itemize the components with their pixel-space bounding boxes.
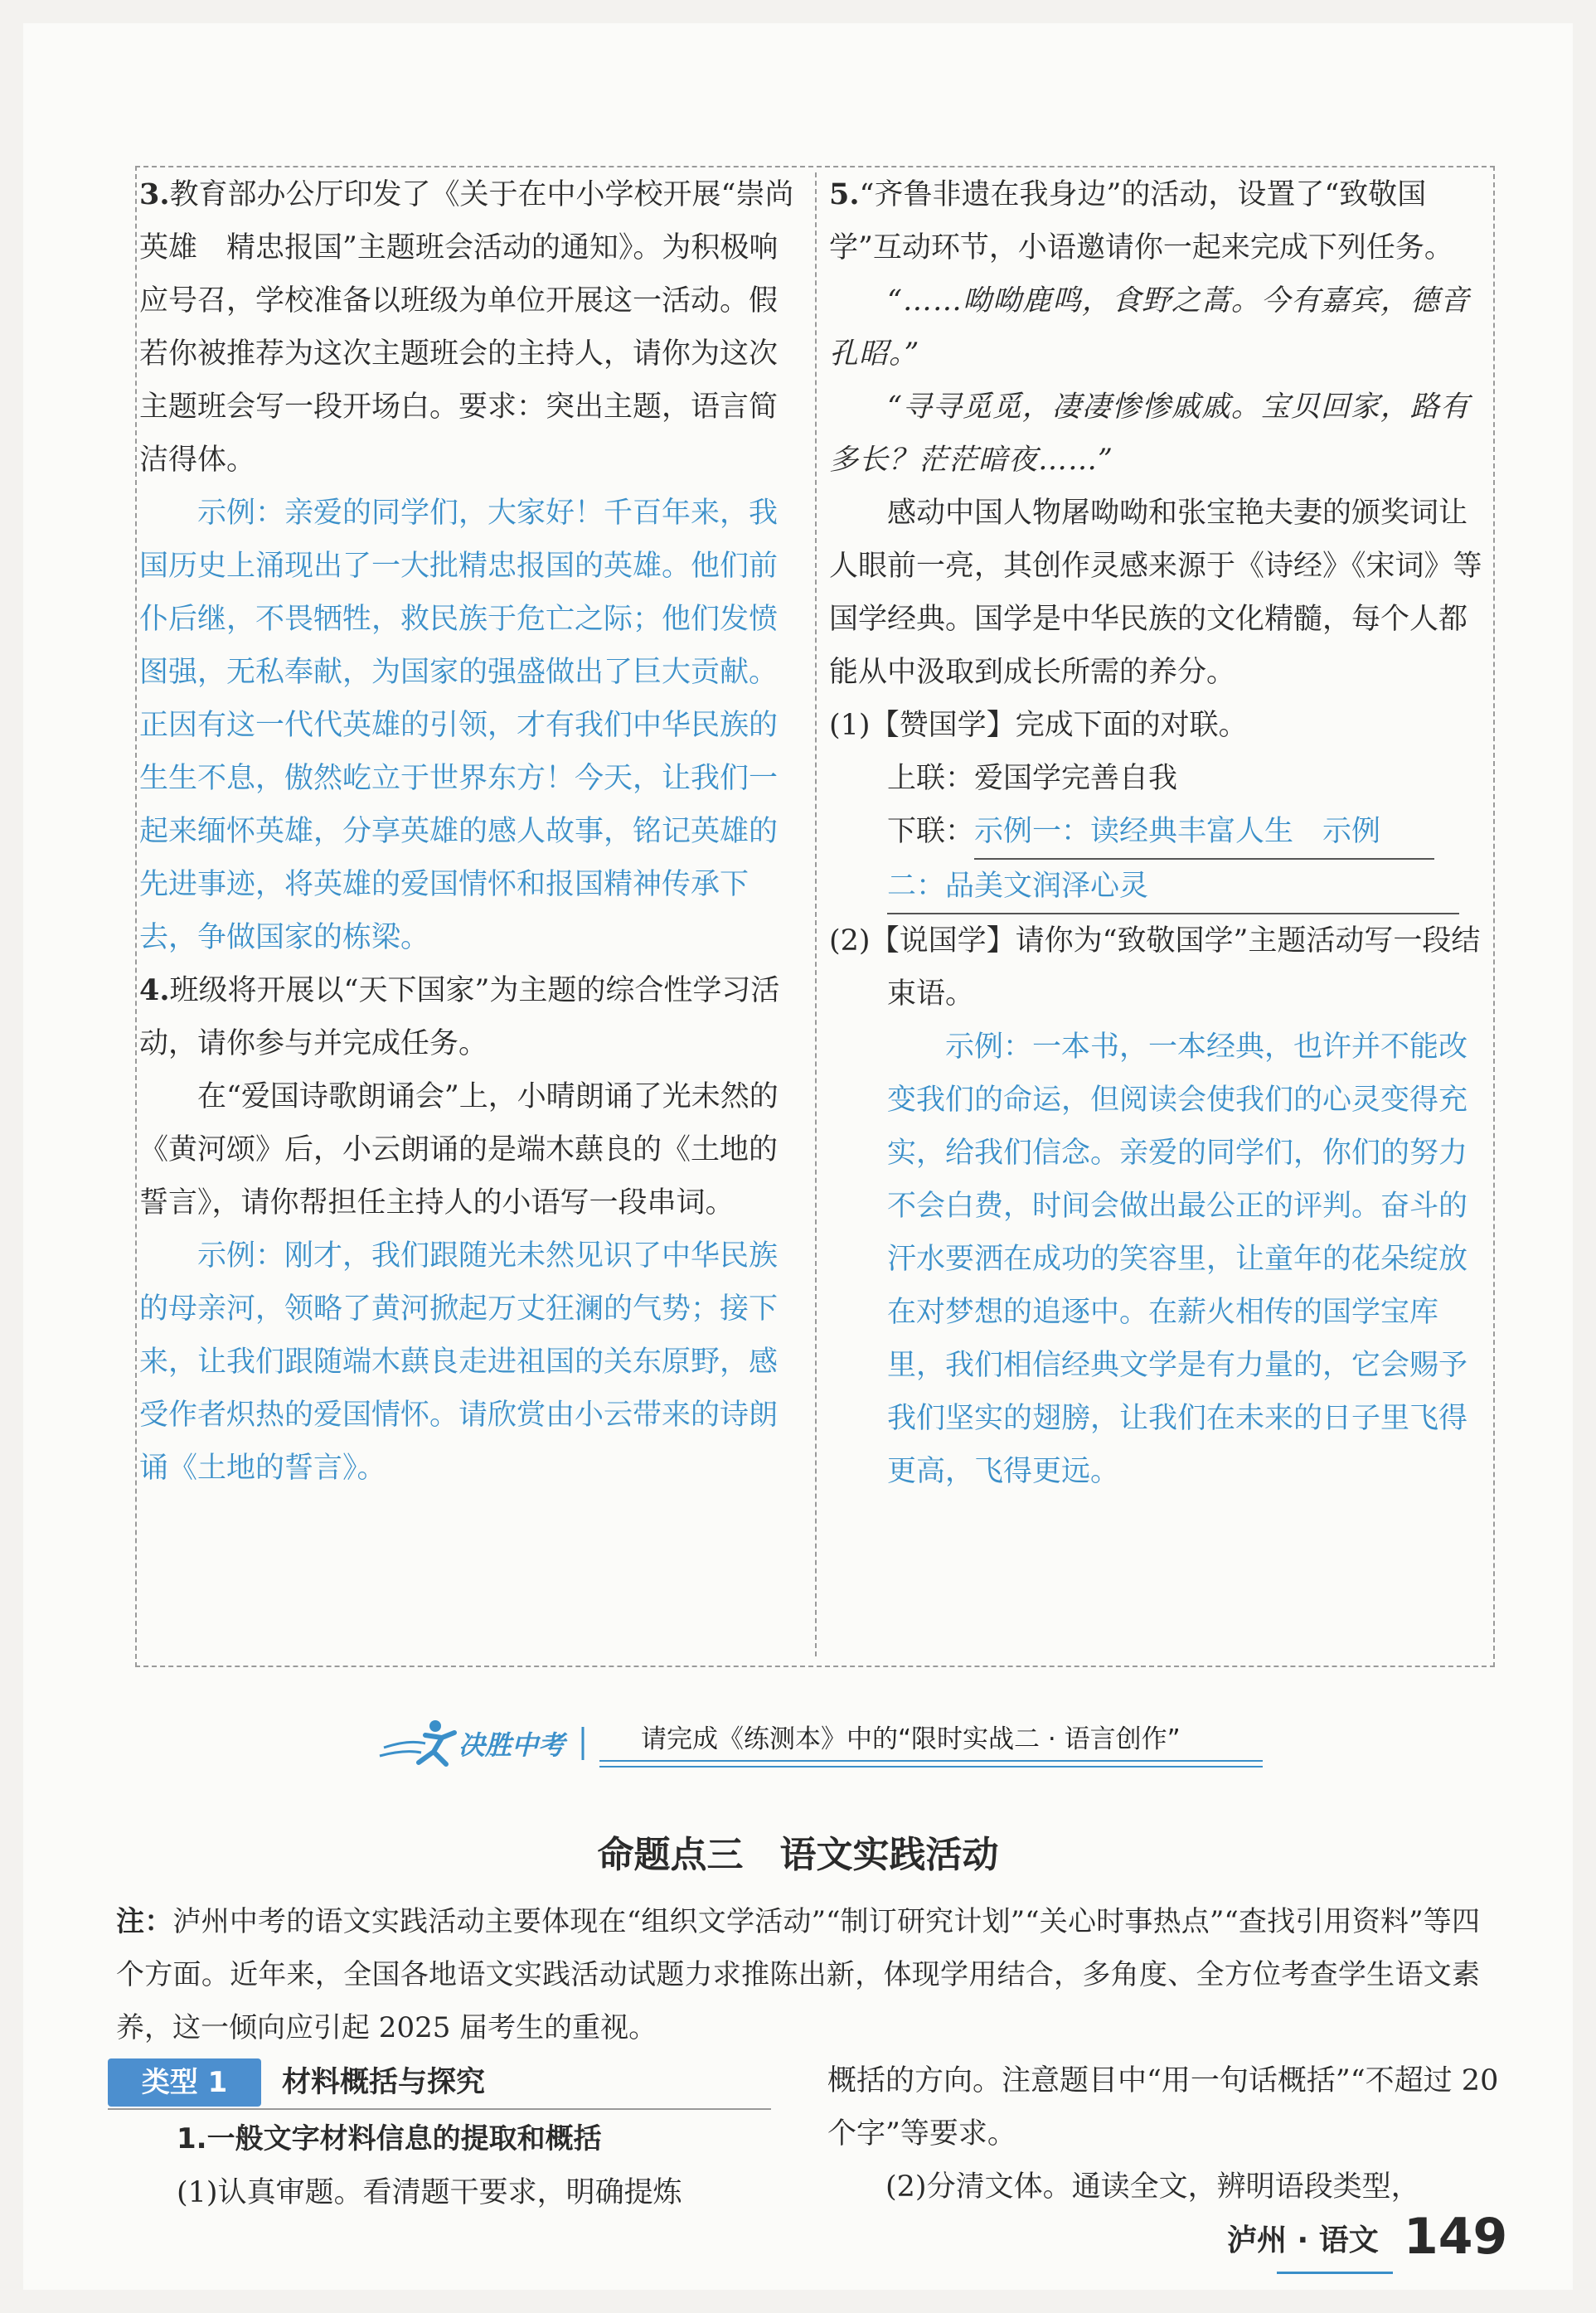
banner-rule bbox=[599, 1766, 1263, 1767]
question-4 bbox=[139, 964, 794, 1070]
right-column bbox=[829, 168, 1484, 1498]
question-3-text: 教育部办公厅印发了《关于在中小学校开展“崇尚英雄 精忠报国”主题班会活动的通知》。为积极响应号召，学校准备以班级为单位开展这一活动。假若你被推荐为这次主题班会的主持人，请你为这次主题班会写一段开场白。要求：突出主题，语言简洁得体。 bbox=[139, 178, 794, 477]
question-3 bbox=[139, 168, 794, 487]
page bbox=[23, 23, 1573, 2290]
right-body-text-1: 概括的方向。注意题目中“用一句话概括”“不超过 20 个字”等要求。 bbox=[827, 2064, 1499, 2151]
couplet-upper: 上联：爱国学完善自我 bbox=[887, 762, 1178, 795]
type-underline bbox=[108, 2108, 771, 2110]
question-3-number: 3. bbox=[139, 177, 170, 211]
question-4-number: 4. bbox=[139, 973, 170, 1007]
banner-logo-text: 决胜中考 bbox=[458, 1729, 565, 1761]
sub-question-1: (1)【赞国学】完成下面的对联。 bbox=[829, 709, 1248, 742]
question-4-paragraph: 在“爱国诗歌朗诵会”上，小晴朗诵了光未然的《黄河颂》后，小云朗诵的是端木蕻良的《土地的誓言》，请你帮担任主持人的小语写一段串词。 bbox=[139, 1080, 779, 1220]
poem-quote-2: “寻寻觅觅，凄凄惨惨戚戚。宝贝回家，路有多长？茫茫暗夜……” bbox=[829, 390, 1470, 477]
question-5-number: 5. bbox=[829, 177, 860, 211]
couplet-lower bbox=[829, 805, 1484, 860]
couplet-lower-line-2 bbox=[829, 860, 1484, 914]
footer-region: 泸州 · 语文 bbox=[1227, 2223, 1379, 2257]
page-number: 149 bbox=[1404, 2208, 1508, 2266]
question-3-answer: 示例：亲爱的同学们，大家好！千百年来，我国历史上涌现出了一大批精忠报国的英雄。他们前仆后继，不畏牺牲，救民族于危亡之际；他们发愤图强，无私奉献，为国家的强盛做出了巨大贡献。正因有这一代代英雄的引领，才有我们中华民族的生生不息，傲然屹立于世界东方！今天，让我们一起来缅怀英雄，分享英雄的感人故事，铭记英雄的先进事迹，将英雄的爱国情怀和报国精神传承下去，争做国家的栋梁。 bbox=[139, 497, 779, 954]
type-label: 类型 1 bbox=[108, 2058, 261, 2107]
question-5-answer bbox=[829, 1021, 1484, 1498]
question-5-paragraph: 感动中国人物屠呦呦和张宝艳夫妻的颁奖词让人眼前一亮，其创作灵感来源于《诗经》《宋词》等国学经典。国学是中华民族的文化精髓，每个人都能从中汲取到成长所需的养分。 bbox=[829, 497, 1482, 689]
banner-rule bbox=[599, 1760, 1263, 1762]
question-5-text: “齐鲁非遗在我身边”的活动，设置了“致敬国学”互动环节，小语邀请你一起来完成下列任务。 bbox=[829, 178, 1453, 264]
section-note bbox=[116, 1895, 1480, 2054]
banner-text: 请完成《练测本》中的“限时实战二 · 语言创作” bbox=[641, 1724, 1181, 1754]
note-text: 泸州中考的语文实践活动主要体现在“组织文学活动”“制订研究计划”“关心时事热点”“查找引用资料”等四个方面。近年来，全国各地语文实践活动试题力求推陈出新，体现学用结合，多角度、全方位考查学生语文素养，这一倾向应引起 2025 届考生的重视。 bbox=[116, 1905, 1480, 2044]
question-5-answer-text: 示例：一本书，一本经典，也许并不能改变我们的命运，但阅读会使我们的心灵变得充实，给我们信念。亲爱的同学们，你们的努力不会白费，时间会做出最公正的评判。奋斗的汗水要洒在成功的笑容里，让童年的花朵绽放在对梦想的追逐中。在薪火相传的国学宝库里，我们相信经典文学是有力量的，它会赐予我们坚实的翅膀，让我们在未来的日子里飞得更高，飞得更远。 bbox=[887, 1030, 1468, 1488]
runner-logo-icon bbox=[376, 1714, 591, 1772]
column-divider bbox=[815, 172, 817, 1656]
footer-rule bbox=[1277, 2272, 1393, 2274]
question-4-text: 班级将开展以“天下国家”为主题的综合性学习活动，请你参与并完成任务。 bbox=[139, 974, 780, 1060]
couplet-lower-answer-2: 二：品美文润泽心灵 bbox=[887, 860, 1459, 914]
type-title: 材料概括与探究 bbox=[282, 2066, 486, 2099]
question-4-answer: 示例：刚才，我们跟随光未然见识了中华民族的母亲河，领略了黄河掀起万丈狂澜的气势；接下来，让我们跟随端木蕻良走进祖国的关东原野，感受作者炽热的爱国情怀。请欣赏由小云带来的诗朗诵《土地的誓言》。 bbox=[139, 1239, 779, 1485]
left-body-text: (1)认真审题。看清题干要求，明确提炼 bbox=[177, 2176, 682, 2209]
section-title: 命题点三 语文实践活动 bbox=[597, 1834, 999, 1876]
note-label: 注： bbox=[116, 1905, 173, 1938]
question-5 bbox=[829, 168, 1484, 274]
left-column bbox=[139, 168, 794, 1495]
couplet-lower-answer-1: 示例一：读经典丰富人生 示例 bbox=[974, 805, 1434, 860]
sub-heading: 1.一般文字材料信息的提取和概括 bbox=[177, 2122, 602, 2155]
poem-quote-1: “……呦呦鹿鸣，食野之蒿。今有嘉宾，德音孔昭。” bbox=[829, 284, 1470, 371]
sub-question-2: (2)【说国学】请你为“致敬国学”主题活动写一段结束语。 bbox=[829, 924, 1481, 1011]
right-body-text-2: (2)分清文体。通读全文，辨明语段类型， bbox=[885, 2170, 1420, 2204]
couplet-lower-label: 下联： bbox=[887, 815, 975, 848]
practice-banner bbox=[376, 1714, 1259, 1772]
